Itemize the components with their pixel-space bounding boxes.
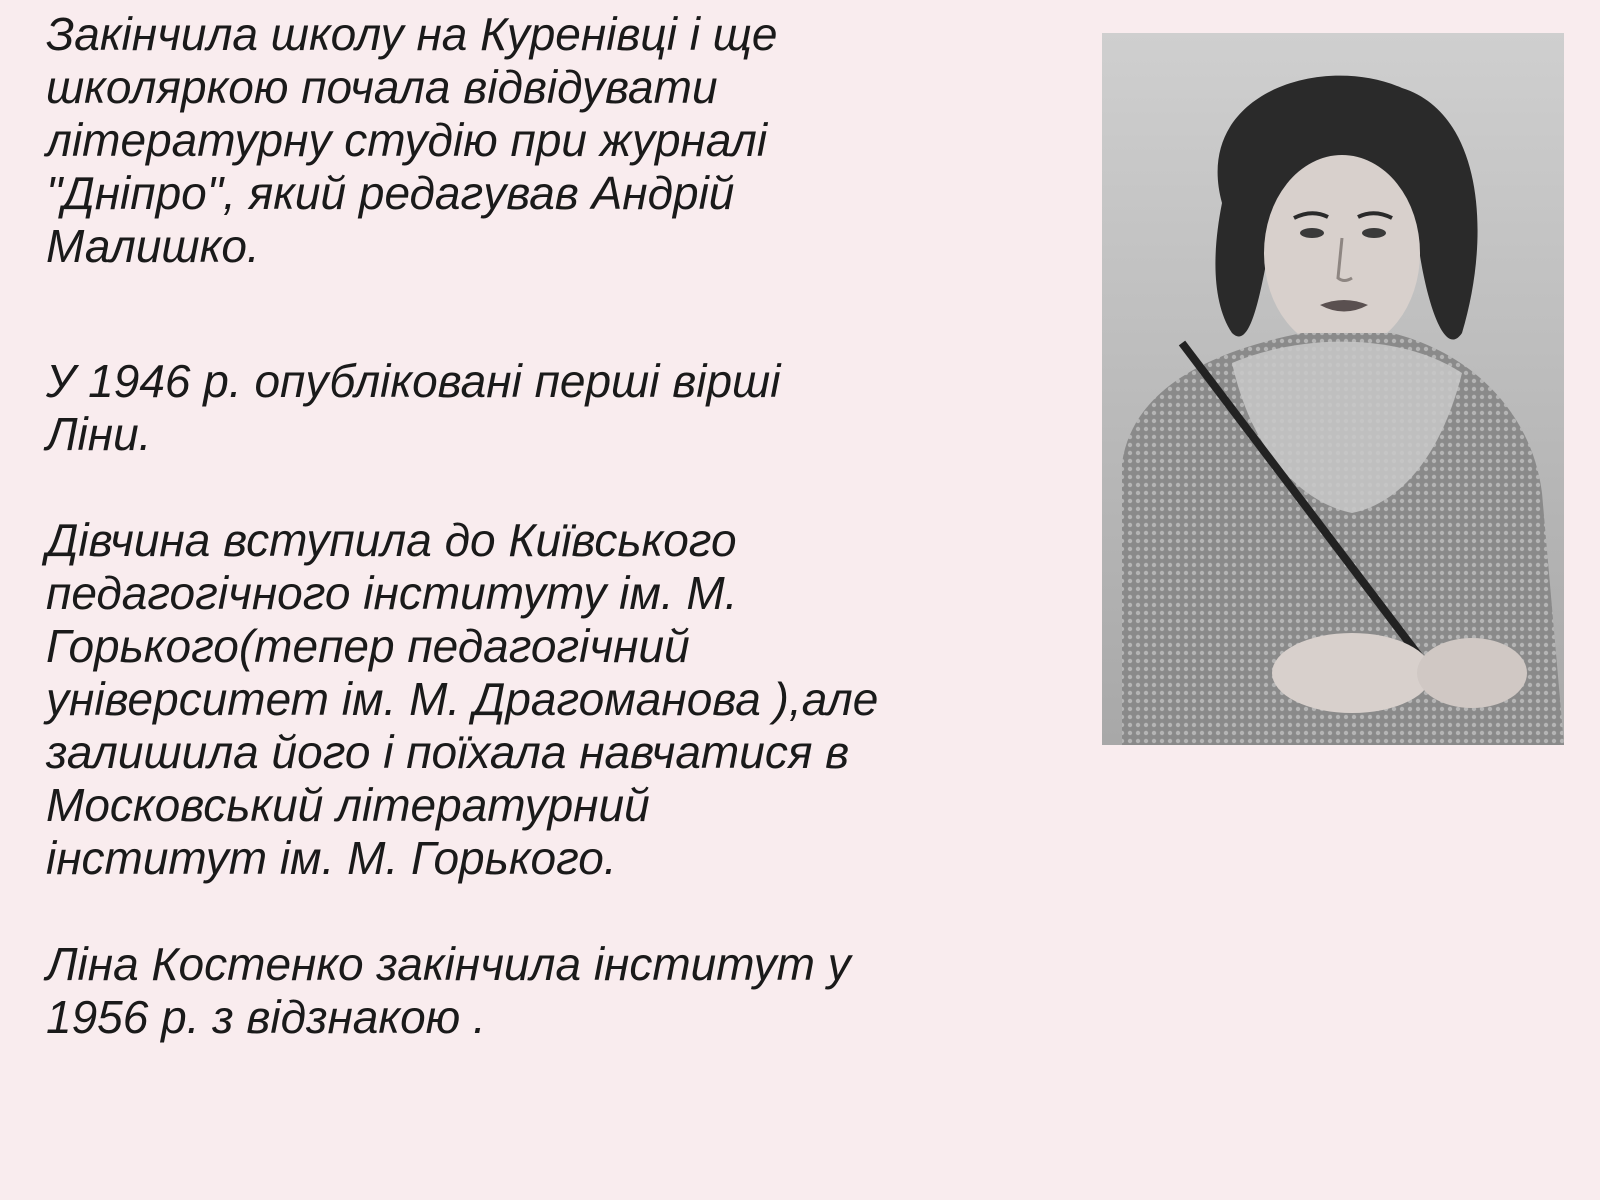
paragraph-school: Закінчила школу на Куренівці і ще школяркою почала відвідувати літературну студію при журналі "Дніпро", який редагував Андрій Малишко.	[46, 8, 778, 272]
paragraph-graduation: Ліна Костенко закінчила інститут у 1956 р. з відзнакою .	[46, 938, 851, 1043]
paragraph-first-poems: У 1946 р. опубліковані перші вірші Ліни.	[46, 355, 781, 460]
portrait-photo-icon	[1102, 33, 1564, 745]
paragraph-institute: Дівчина вступила до Київського педагогічного інституту ім. М. Горького(тепер педагогічний університет ім. М. Драгоманова ),але залишила його і поїхала навчатися в Московський літературний інститут ім. М. Горького.	[46, 514, 879, 884]
slide-text-block	[46, 8, 1026, 1044]
portrait-photo	[1102, 33, 1564, 745]
